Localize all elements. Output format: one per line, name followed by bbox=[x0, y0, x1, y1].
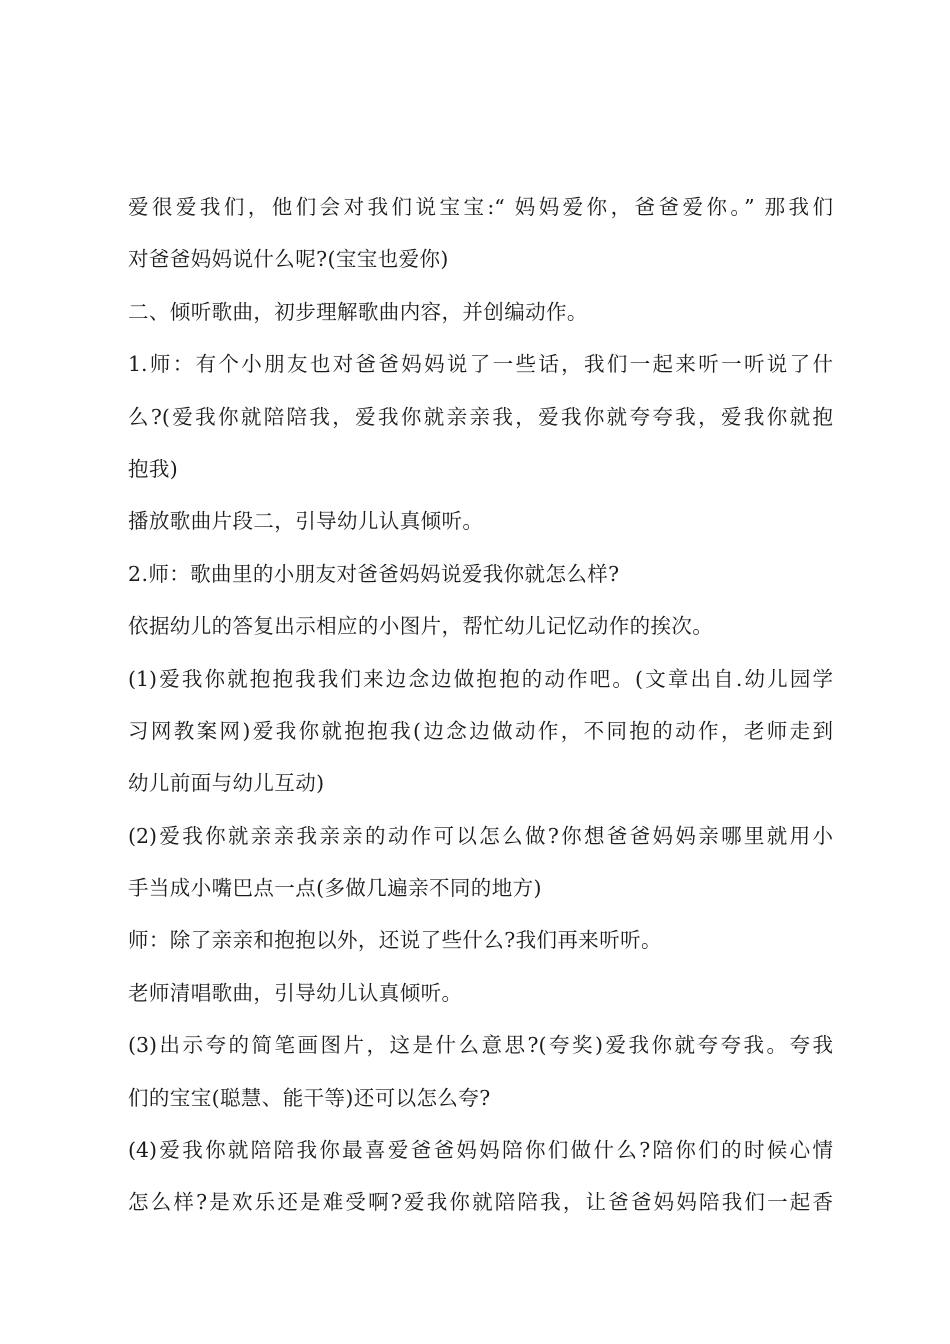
document-body bbox=[128, 186, 833, 1234]
text-line: 师：除了亲亲和抱抱以外，还说了些什么?我们再来听听。 bbox=[128, 928, 662, 953]
text-line: (3)出示夸的简笔画图片，这是什么意思?(夸奖)爱我你就夸夸我。夸我 bbox=[128, 1033, 833, 1058]
text-line: 1.师：有个小朋友也对爸爸妈妈说了一些话，我们一起来听一听说了什 bbox=[128, 352, 833, 377]
text-line: (1)爱我你就抱抱我我们来边念边做抱抱的动作吧。(文章出自.幼儿园学 bbox=[128, 666, 833, 691]
text-line: 老师清唱歌曲，引导幼儿认真倾听。 bbox=[128, 980, 463, 1005]
text-line: (2)爱我你就亲亲我亲亲的动作可以怎么做?你想爸爸妈妈亲哪里就用小 bbox=[128, 823, 833, 848]
text-line: 幼儿前面与幼儿互动) bbox=[128, 771, 325, 796]
text-line: 爱很爱我们，他们会对我们说宝宝:“ 妈妈爱你，爸爸爱你。” 那我们 bbox=[128, 195, 833, 219]
text-line: 习网教案网)爱我你就抱抱我(边念边做动作，不同抱的动作，老师走到 bbox=[128, 718, 833, 743]
text-line: 手当成小嘴巴点一点(多做几遍亲不同的地方) bbox=[128, 876, 542, 901]
text-line: 对爸爸妈妈说什么呢?(宝宝也爱你) bbox=[128, 247, 449, 272]
text-line: 抱我) bbox=[128, 456, 179, 481]
text-line: 怎么样?是欢乐还是难受啊?爱我你就陪陪我，让爸爸妈妈陪我们一起香 bbox=[128, 1190, 833, 1215]
text-line: 依据幼儿的答复出示相应的小图片，帮忙幼儿记忆动作的挨次。 bbox=[128, 614, 714, 639]
text-line: 们的宝宝(聪慧、能干等)还可以怎么夸? bbox=[128, 1085, 491, 1110]
text-line: 么?(爱我你就陪陪我，爱我你就亲亲我，爱我你就夸夸我，爱我你就抱 bbox=[128, 404, 833, 429]
text-line: 播放歌曲片段二，引导幼儿认真倾听。 bbox=[128, 509, 484, 534]
text-line: 2.师：歌曲里的小朋友对爸爸妈妈说爱我你就怎么样? bbox=[128, 561, 620, 586]
text-line: (4)爱我你就陪陪我你最喜爱爸爸妈妈陪你们做什么?陪你们的时候心情 bbox=[128, 1138, 833, 1163]
text-line: 二、倾听歌曲，初步理解歌曲内容，并创编动作。 bbox=[128, 299, 588, 324]
